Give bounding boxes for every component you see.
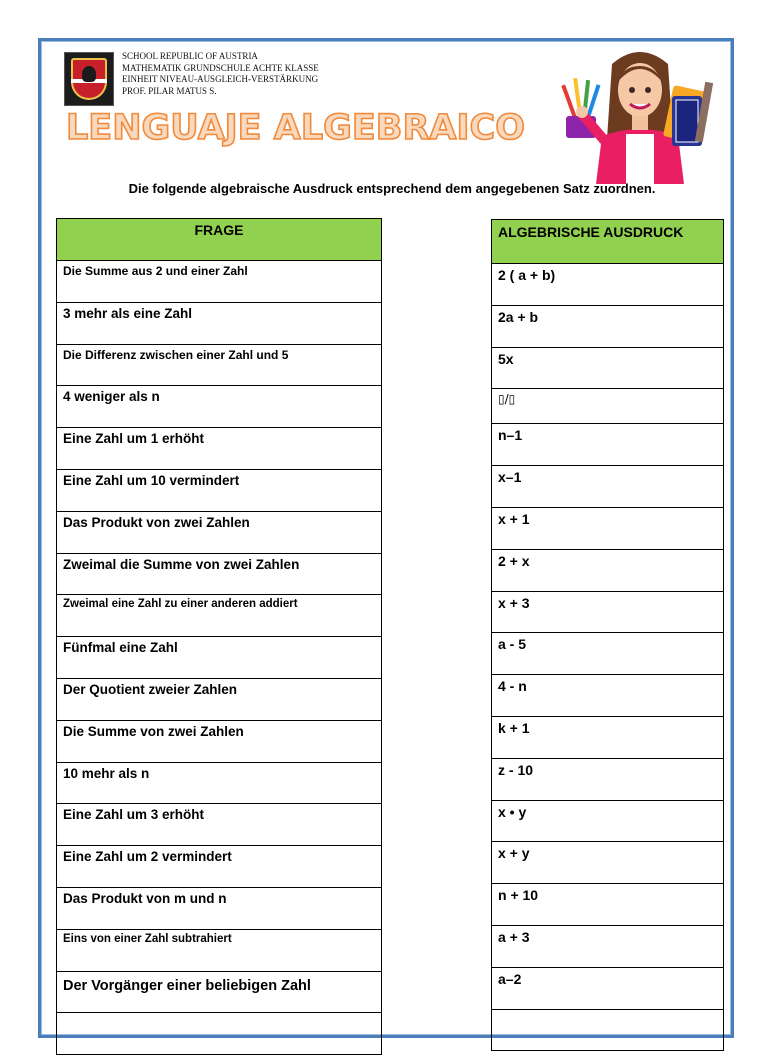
- school-crest-icon: [64, 52, 114, 106]
- frage-row: [57, 1013, 382, 1055]
- ausdruck-row: 2a + b: [492, 305, 724, 347]
- ausdruck-row: x + 1: [492, 507, 724, 549]
- frage-row: Das Produkt von zwei Zahlen: [57, 511, 382, 553]
- ausdruck-row: n + 10: [492, 884, 724, 926]
- frage-row: Zweimal eine Zahl zu einer anderen addiert: [57, 595, 382, 637]
- school-line: MATHEMATIK GRUNDSCHULE ACHTE KLASSE: [122, 62, 319, 73]
- ausdruck-row: ▯/▯: [492, 389, 724, 424]
- frage-row: Der Vorgänger einer beliebigen Zahl: [57, 971, 382, 1013]
- page-title: LENGUAJE ALGEBRAICO: [66, 108, 525, 148]
- frage-row: Zweimal die Summe von zwei Zahlen: [57, 553, 382, 595]
- frage-row: 3 mehr als eine Zahl: [57, 302, 382, 344]
- frage-row: Eine Zahl um 2 vermindert: [57, 846, 382, 888]
- ausdruck-row: a–2: [492, 967, 724, 1009]
- frage-header: FRAGE: [57, 219, 382, 261]
- ausdruck-row: x • y: [492, 800, 724, 842]
- instruction-text: Die folgende algebraische Ausdruck entsprechend dem angegebenen Satz zuordnen.: [128, 181, 656, 196]
- ausdruck-row: x + y: [492, 842, 724, 884]
- frage-row: 10 mehr als n: [57, 762, 382, 804]
- school-line: EINHEIT NIVEAU-AUSGLEICH-VERSTÄRKUNG: [122, 74, 319, 84]
- frage-row: Die Summe aus 2 und einer Zahl: [57, 261, 382, 303]
- ausdruck-row: [492, 1009, 724, 1051]
- ausdruck-row: 4 - n: [492, 675, 724, 717]
- school-line: PROF. PILAR MATUS S.: [122, 85, 217, 96]
- ausdruck-table: [491, 219, 724, 1051]
- frage-row: Das Produkt von m und n: [57, 887, 382, 929]
- frage-row: Eine Zahl um 10 vermindert: [57, 469, 382, 511]
- ausdruck-row: n–1: [492, 424, 724, 466]
- frage-row: Fünfmal eine Zahl: [57, 637, 382, 679]
- ausdruck-row: 2 + x: [492, 549, 724, 591]
- ausdruck-row: x–1: [492, 466, 724, 508]
- frage-row: Die Summe von zwei Zahlen: [57, 720, 382, 762]
- frage-table: [56, 218, 382, 1055]
- frage-row: Eine Zahl um 3 erhöht: [57, 804, 382, 846]
- school-header: [122, 51, 319, 97]
- frage-row: Eins von einer Zahl subtrahiert: [57, 929, 382, 971]
- frage-row: Eine Zahl um 1 erhöht: [57, 428, 382, 470]
- ausdruck-row: k + 1: [492, 716, 724, 758]
- ausdruck-row: 2 ( a + b): [492, 264, 724, 306]
- ausdruck-header: ALGEBRISCHE AUSDRUCK: [492, 220, 724, 264]
- ausdruck-row: x + 3: [492, 591, 724, 633]
- frage-row: Der Quotient zweier Zahlen: [57, 678, 382, 720]
- teacher-avatar-illustration: [560, 44, 720, 184]
- ausdruck-row: z - 10: [492, 758, 724, 800]
- school-line: SCHOOL REPUBLIC OF AUSTRIA: [122, 51, 258, 61]
- frage-row: 4 weniger als n: [57, 386, 382, 428]
- ausdruck-row: a + 3: [492, 925, 724, 967]
- ausdruck-row: a - 5: [492, 633, 724, 675]
- ausdruck-row: 5x: [492, 347, 724, 389]
- frage-row: Die Differenz zwischen einer Zahl und 5: [57, 344, 382, 386]
